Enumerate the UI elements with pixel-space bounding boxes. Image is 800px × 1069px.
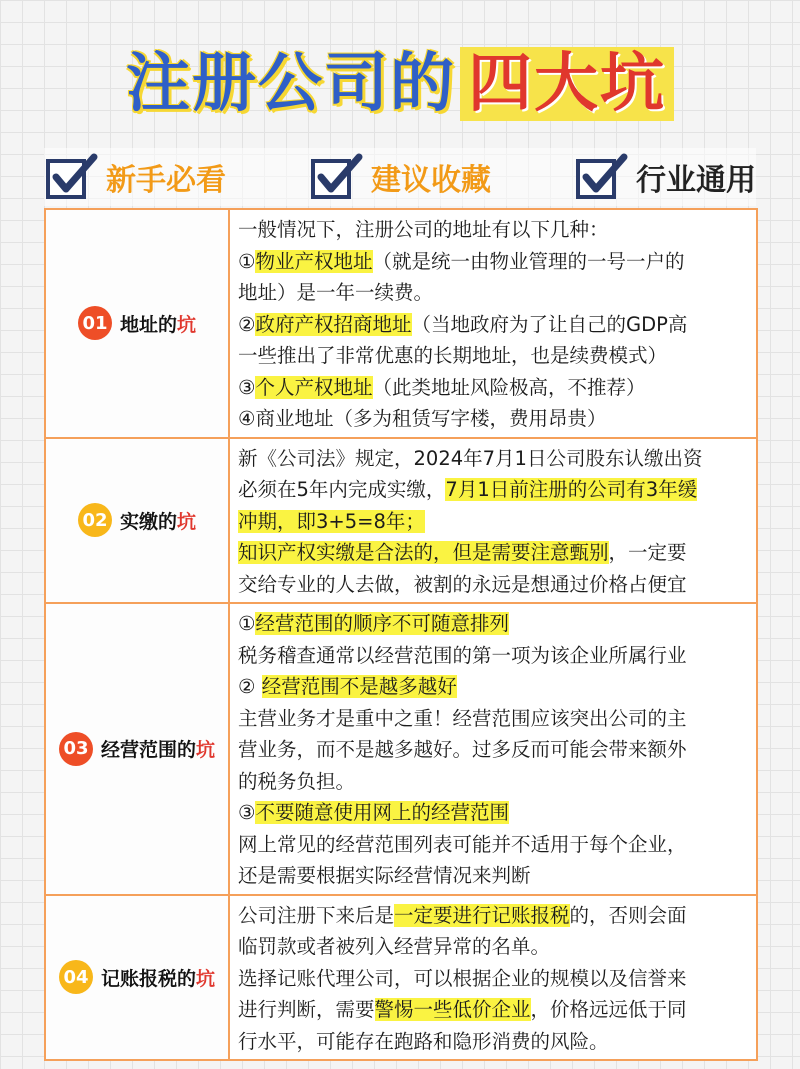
text-line: 行水平，可能存在跑路和隐形消费的风险。 xyxy=(238,1029,609,1053)
tag-label: 新手必看 xyxy=(106,163,226,198)
text-line: 公司注册下来后是一定要进行记账报税的，否则会面 xyxy=(238,903,687,927)
row-label: 实缴的坑 xyxy=(119,510,197,533)
pitfall-table xyxy=(44,208,758,1061)
text-line: ②政府产权招商地址（当地政府为了让自己的GDP高 xyxy=(238,312,688,336)
text-line: ①物业产权地址（就是统一由物业管理的一号一户的 xyxy=(238,249,685,273)
text-line: 选择记账代理公司，可以根据企业的规模以及信誉来 xyxy=(238,966,687,990)
table-row xyxy=(46,602,756,894)
row-number-badge: 03 xyxy=(59,732,93,766)
table-row xyxy=(46,894,756,1060)
tag-bar xyxy=(44,148,756,206)
row-header xyxy=(46,604,230,894)
tag-item xyxy=(309,151,491,203)
text-line: ③不要随意使用网上的经营范围 xyxy=(238,801,509,824)
text-line: 临罚款或者被列入经营异常的名单。 xyxy=(238,935,551,958)
tag-item xyxy=(574,151,756,203)
row-label: 地址的坑 xyxy=(119,313,197,336)
text-line: 必须在5年内完成实缴，7月1日前注册的公司有3年缓 xyxy=(238,478,698,501)
checkbox-check-icon xyxy=(574,151,630,203)
tag-label: 行业通用 xyxy=(636,163,756,198)
row-label: 记账报税的坑 xyxy=(100,967,216,990)
page-title xyxy=(0,44,800,124)
title-highlight: 四大坑 xyxy=(460,47,674,121)
text-line: 税务稽查通常以经营范围的第一项为该企业所属行业 xyxy=(238,643,687,667)
row-header xyxy=(46,896,230,1060)
text-line: 还是需要根据实际经营情况来判断 xyxy=(238,864,531,887)
row-label: 经营范围的坑 xyxy=(100,739,216,762)
text-line: ④商业地址（多为租赁写字楼，费用昂贵） xyxy=(238,407,607,430)
tag-item xyxy=(44,151,226,203)
text-line: 一般情况下，注册公司的地址有以下几种： xyxy=(238,218,609,241)
checkbox-check-icon xyxy=(309,151,365,203)
text-line: 的税务负担。 xyxy=(238,769,356,793)
text-line: 冲期，即3+5=8年； xyxy=(238,509,425,533)
text-line: ③个人产权地址（此类地址风险极高，不推荐） xyxy=(238,375,646,399)
table-row xyxy=(46,210,756,437)
row-content xyxy=(230,210,756,437)
tag-label: 建议收藏 xyxy=(371,163,491,198)
row-header xyxy=(46,439,230,603)
text-line: 地址）是一年一续费。 xyxy=(238,281,434,304)
text-line: ①经营范围的顺序不可随意排列 xyxy=(238,612,509,635)
checkbox-check-icon xyxy=(44,151,100,203)
row-number-badge: 01 xyxy=(78,306,112,340)
row-content xyxy=(230,896,756,1060)
row-number-badge: 04 xyxy=(59,960,93,994)
title-main: 注册公司的 xyxy=(126,47,456,121)
row-number-badge: 02 xyxy=(78,503,112,537)
text-line: 新《公司法》规定，2024年7月1日公司股东认缴出资 xyxy=(238,446,703,470)
text-line: 交给专业的人去做，被割的永远是想通过价格占便宜 xyxy=(238,572,687,596)
row-content xyxy=(230,439,756,603)
text-line: 营业务，而不是越多越好。过多反而可能会带来额外 xyxy=(238,738,687,761)
row-content xyxy=(230,604,756,894)
text-line: 进行判断，需要警惕一些低价企业，价格远远低于同 xyxy=(238,998,687,1021)
text-line: 主营业务才是重中之重！经营范围应该突出公司的主 xyxy=(238,706,687,730)
table-row xyxy=(46,437,756,603)
row-header xyxy=(46,210,230,437)
text-line: 网上常见的经营范围列表可能并不适用于每个企业， xyxy=(238,832,687,856)
text-line: 知识产权实缴是合法的，但是需要注意甄别，一定要 xyxy=(238,541,687,564)
text-line: 一些推出了非常优惠的长期地址，也是续费模式） xyxy=(238,344,668,367)
text-line: ② 经营范围不是越多越好 xyxy=(238,675,457,698)
